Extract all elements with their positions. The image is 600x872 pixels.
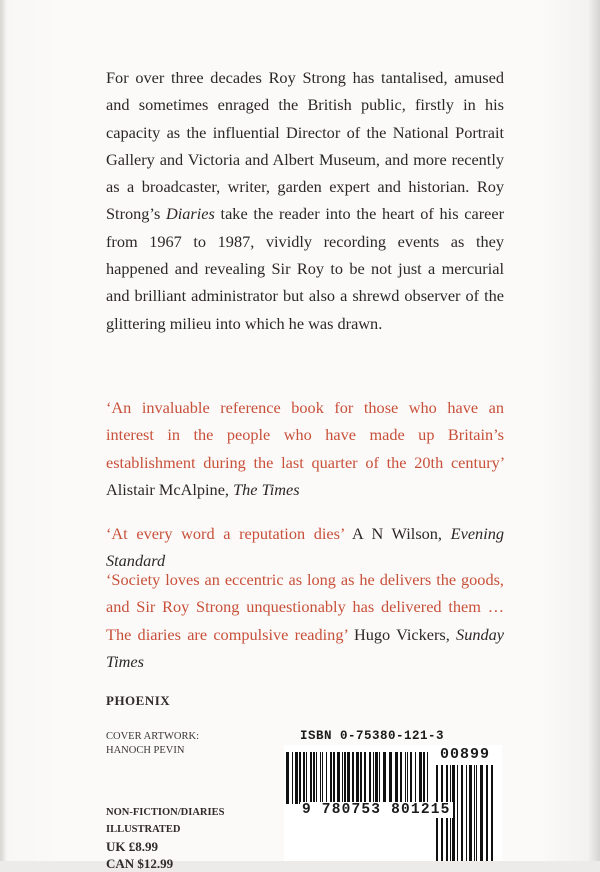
barcode-bar <box>461 765 463 861</box>
barcode-bar <box>344 752 346 804</box>
barcode-bar <box>395 752 398 804</box>
barcode-bar <box>373 752 374 804</box>
quote-source: Evening Standard <box>106 524 504 571</box>
barcode-bar <box>476 765 477 861</box>
blurb-diaries-title: Diaries <box>166 204 215 224</box>
cover-edge <box>588 0 600 861</box>
barcode-bar <box>326 752 327 804</box>
barcode-bar <box>466 765 467 861</box>
barcode-bar <box>310 752 312 804</box>
barcode-bar <box>469 765 472 861</box>
review-quote-1 <box>106 394 504 503</box>
price-addon-digits: 00899 <box>440 746 491 763</box>
barcode-bar <box>491 765 493 861</box>
price-uk: UK £8.99 <box>106 839 158 854</box>
barcode-bar <box>400 752 402 804</box>
barcode-bar <box>369 752 371 804</box>
barcode-bar <box>383 752 386 804</box>
barcode-bar <box>379 752 380 804</box>
illustrated-label: ILLUSTRATED <box>106 824 181 835</box>
barcode-bar <box>415 752 416 804</box>
isbn-number: ISBN 0-75380-121-3 <box>300 729 445 743</box>
barcode-bar <box>352 752 354 804</box>
quote-source: Sunday Times <box>106 624 504 671</box>
spine-shadow <box>0 0 6 861</box>
barcode-bar <box>364 752 366 804</box>
barcode-bar <box>333 752 335 804</box>
barcode-bar <box>337 752 340 804</box>
barcode-bar <box>313 752 315 804</box>
quote-author: Hugo Vickers, <box>353 624 450 644</box>
credit-artist: HANOCH PEVIN <box>106 745 185 756</box>
category-label: NON-FICTION/DIARIES <box>106 807 225 818</box>
price-can: CAN $12.99 <box>106 856 174 871</box>
barcode-bar <box>320 752 321 804</box>
quote-text: ‘At every word a reputation dies’ <box>106 524 345 543</box>
blurb-text-1: For over three decades Roy Strong has tantalised, amused and sometimes enraged the British public, firstly in his capacity as the influential Director of the National Portrait Gallery and Victoria and Albert Museum, and more recently as a broadcaster, writer, garden expert and historian. Roy Strong’s <box>106 68 504 224</box>
barcode-bar <box>342 752 343 804</box>
quote-source: The Times <box>233 479 300 499</box>
barcode-bar <box>286 752 289 804</box>
barcode-bar <box>356 752 359 804</box>
barcode-bar <box>292 752 293 804</box>
credit-label: COVER ARTWORK: <box>106 731 199 742</box>
quote-text: ‘An invaluable reference book for those who have an interest in the people who have made up Britain’s establishment during the last quarter of the 20th century’ <box>106 398 504 472</box>
barcode-bar <box>347 752 350 804</box>
blurb-text-2: take the reader into the heart of his career from 1967 to 1987, vividly recording events as they happened and revealing Sir Roy to be not just a mercurial and brilliant administrator but also a shrewd observer of the glittering milieu into which he was drawn. <box>106 204 504 333</box>
ean-barcode <box>286 752 432 804</box>
barcode-bar <box>405 752 406 804</box>
barcode-bar <box>295 752 298 804</box>
barcode-bar <box>410 752 412 804</box>
barcode-bar <box>360 752 362 804</box>
quote-author: Alistair McAlpine, <box>106 479 229 499</box>
publisher-name: PHOENIX <box>106 693 171 708</box>
barcode-bar <box>306 752 307 804</box>
quote-text: ‘Society loves an eccentric as long as he delivers the goods, and Sir Roy Strong unquestionably has delivered them … The diaries are compulsive reading’ <box>106 570 504 644</box>
barcode-bar <box>330 752 332 804</box>
category-and-price <box>106 804 224 872</box>
barcode-bar <box>423 752 425 804</box>
barcode-bar <box>486 765 488 861</box>
barcode-bar <box>303 752 305 804</box>
barcode-bar <box>480 765 483 861</box>
barcode-bar <box>299 752 301 804</box>
barcode-bar <box>375 752 378 804</box>
book-blurb <box>106 64 504 337</box>
quote-author: A N Wilson, <box>351 524 443 543</box>
barcode-bar <box>474 765 475 861</box>
barcode-bar <box>427 752 428 804</box>
review-quote-3 <box>106 566 504 675</box>
ean-digits: 9 780753 801215 <box>302 802 451 818</box>
cover-artwork-credit <box>106 730 199 758</box>
barcode-bar <box>407 752 408 804</box>
barcode-bar <box>457 765 458 861</box>
barcode-bar <box>322 752 323 804</box>
barcode-bar <box>389 752 392 804</box>
barcode-bar <box>316 752 317 804</box>
barcode-bar <box>419 752 422 804</box>
